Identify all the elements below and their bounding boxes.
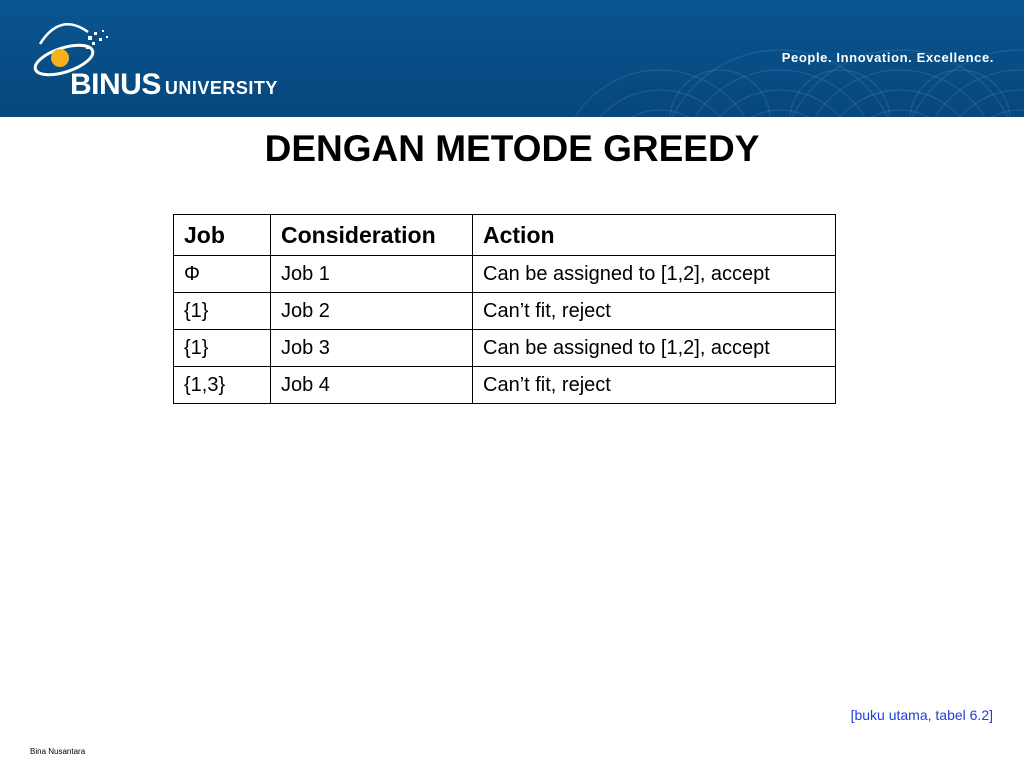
source-citation: [buku utama, tabel 6.2]: [850, 707, 993, 723]
table-row: [174, 367, 836, 404]
cell-job: {1,3}: [174, 367, 271, 404]
cell-action: Can be assigned to [1,2], accept: [473, 256, 836, 293]
greedy-table: [173, 214, 836, 404]
table-row: [174, 256, 836, 293]
cell-action: Can be assigned to [1,2], accept: [473, 330, 836, 367]
cell-consideration: Job 2: [271, 293, 473, 330]
table-row: [174, 293, 836, 330]
footer-text: Bina Nusantara: [30, 747, 86, 756]
cell-job: Φ: [174, 256, 271, 293]
cell-job: {1}: [174, 330, 271, 367]
table-row: [174, 330, 836, 367]
logo-suffix: UNIVERSITY: [164, 78, 278, 98]
column-header-action: Action: [473, 215, 836, 256]
tagline: People. Innovation. Excellence.: [781, 50, 994, 65]
logo-name: BINUS: [70, 68, 161, 101]
column-header-job: Job: [174, 215, 271, 256]
column-header-consideration: Consideration: [271, 215, 473, 256]
cell-job: {1}: [174, 293, 271, 330]
cell-consideration: Job 3: [271, 330, 473, 367]
logo-wordmark: [70, 68, 278, 102]
table-header-row: [174, 215, 836, 256]
cell-action: Can’t fit, reject: [473, 293, 836, 330]
cell-consideration: Job 1: [271, 256, 473, 293]
slide-title: DENGAN METODE GREEDY: [264, 128, 760, 169]
cell-consideration: Job 4: [271, 367, 473, 404]
cell-action: Can’t fit, reject: [473, 367, 836, 404]
slide-header: [0, 0, 1024, 117]
